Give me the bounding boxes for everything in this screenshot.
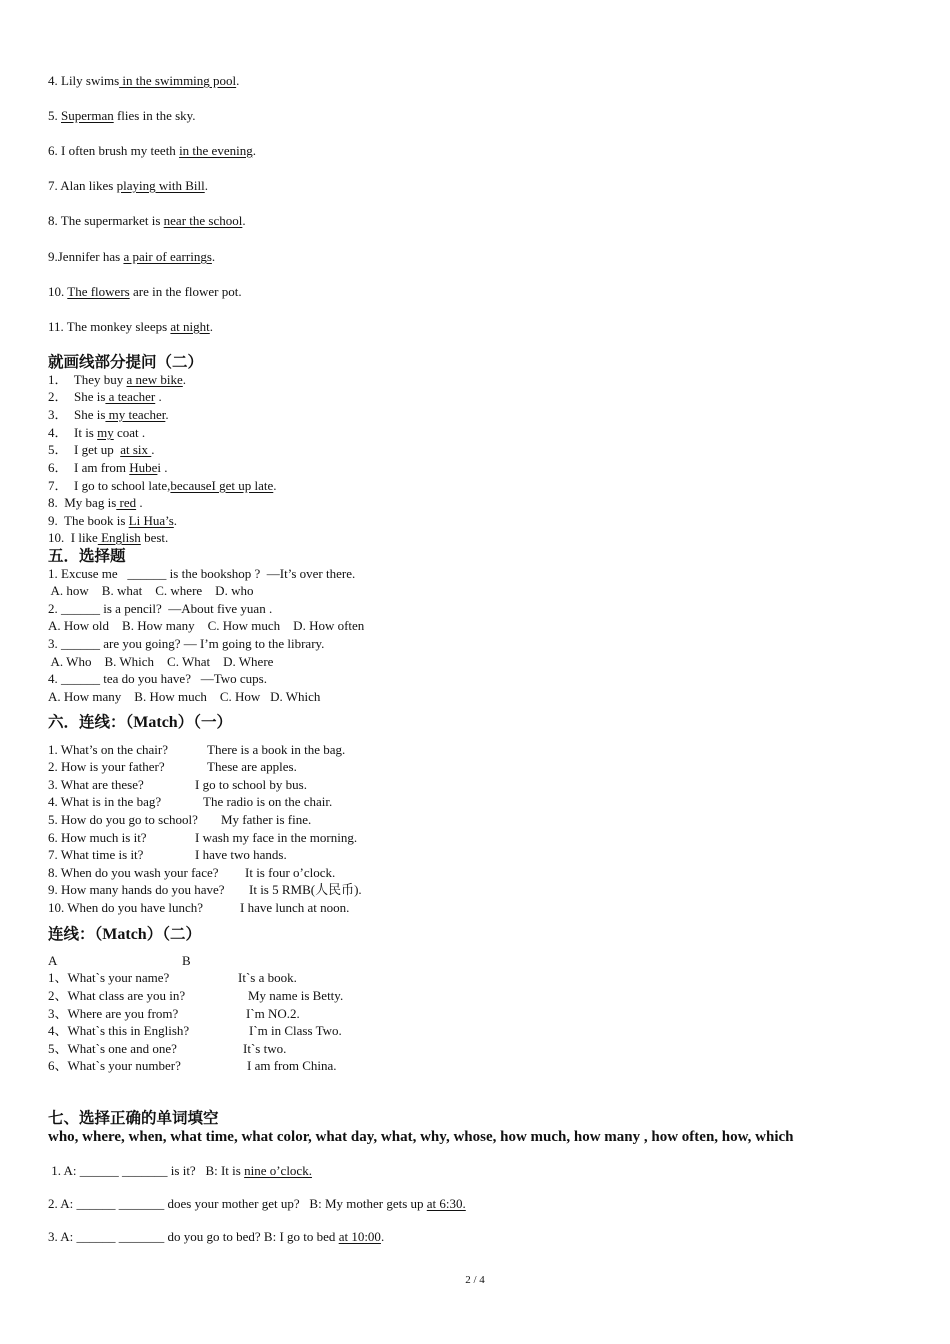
question-line: 9.Jennifer has a pair of earrings. [48, 249, 216, 264]
question-line: 4. Lily swims in the swimming pool. [48, 73, 240, 88]
match-answer: It`s two. [243, 1041, 287, 1056]
match-answer: I have two hands. [195, 847, 287, 862]
choice-line: A. how B. what C. where D. who [48, 583, 254, 598]
match-answer: I wash my face in the morning. [195, 830, 358, 845]
section-title: 连线：（Match）（二） [48, 925, 201, 943]
choice-line: 3. ______ are you going? — I’m going to the library. [48, 636, 325, 651]
choice-line: 2. ______ is a pencil? —About five yuan . [48, 601, 273, 616]
section-title: 七、选择正确的单词填空 [48, 1109, 219, 1127]
choice-line: 1. Excuse me ______ is the bookshop ? —It’s over there. [48, 566, 356, 581]
match-answer: There is a book in the bag. [207, 742, 346, 757]
match-question: 10. When do you have lunch? [48, 900, 203, 915]
page-number: 2 / 4 [465, 1274, 485, 1286]
question-line: 6. I often brush my teeth in the evening. [48, 143, 256, 158]
match-question: 5、What`s one and one? [48, 1041, 177, 1056]
match-answer: It is 5 RMB(人民币). [249, 882, 362, 897]
question-line: 2． She is a teacher . [48, 389, 162, 404]
match-question: 4. What is in the bag? [48, 794, 162, 809]
match-answer: I have lunch at noon. [240, 900, 350, 915]
match-answer: These are apples. [207, 759, 297, 774]
choice-line: 4. ______ tea do you have? —Two cups. [48, 671, 267, 686]
match-answer: I`m in Class Two. [249, 1023, 342, 1038]
question-line: 8. My bag is red . [48, 495, 143, 510]
match-answer: My name is Betty. [248, 988, 344, 1003]
match-answer: It`s a book. [238, 970, 297, 985]
match-answer: I am from China. [247, 1058, 337, 1073]
question-line: 3． She is my teacher. [48, 407, 169, 422]
match-answer: It is four o’clock. [245, 865, 336, 880]
match-question: 6. How much is it? [48, 830, 147, 845]
question-line: 8. The supermarket is near the school. [48, 213, 246, 228]
match-question: 8. When do you wash your face? [48, 865, 219, 880]
word-bank: who, where, when, what time, what color, what day, what, why, whose, how much, how many , how often, how, which [48, 1129, 794, 1145]
fill-in-line: 1. A: ______ _______ is it? B: It is nine o’clock. [48, 1163, 312, 1178]
match-question: 2、What class are you in? [48, 988, 186, 1003]
question-line: 7． I go to school late,becauseI get up late. [48, 478, 277, 493]
match-answer: My father is fine. [221, 812, 312, 827]
section-title: 就画线部分提问（二） [48, 353, 204, 371]
question-line: 4． It is my coat . [48, 425, 146, 440]
section-title: 六．连线：（Match）（一） [48, 713, 232, 731]
question-line: 1． They buy a new bike. [48, 372, 187, 387]
match-question: 6、What`s your number? [48, 1058, 181, 1073]
choice-line: A. How many B. How much C. How D. Which [48, 689, 321, 704]
question-line: 9. The book is Li Hua’s. [48, 513, 178, 528]
match-question: 9. How many hands do you have? [48, 882, 225, 897]
question-line: 10. I like English best. [48, 530, 169, 545]
choice-line: A. Who B. Which C. What D. Where [48, 654, 274, 669]
question-line: 7. Alan likes playing with Bill. [48, 178, 208, 193]
match-answer: I`m NO.2. [246, 1006, 300, 1021]
choice-line: A. How old B. How many C. How much D. How often [48, 618, 365, 633]
question-line: 5. Superman flies in the sky. [48, 108, 196, 123]
match-question: 4、What`s this in English? [48, 1023, 190, 1038]
match-question: 3. What are these? [48, 777, 144, 792]
question-line: 6． I am from Hubei . [48, 460, 168, 475]
match-question: 1. What’s on the chair? [48, 742, 168, 757]
match-question: 1、What`s your name? [48, 970, 170, 985]
match-question: 3、Where are you from? [48, 1006, 179, 1021]
question-line: 10. The flowers are in the flower pot. [48, 284, 242, 299]
question-line: 11. The monkey sleeps at night. [48, 319, 214, 334]
match-question: 5. How do you go to school? [48, 812, 198, 827]
match-question: 7. What time is it? [48, 847, 144, 862]
match-question: 2. How is your father? [48, 759, 165, 774]
column-b-label: B [182, 953, 191, 968]
match-answer: The radio is on the chair. [203, 794, 333, 809]
column-a-label: A [48, 953, 58, 968]
question-line: 5． I get up at six . [48, 442, 155, 457]
section-title: 五．选择题 [48, 547, 126, 565]
match-answer: I go to school by bus. [195, 777, 307, 792]
fill-in-line: 2. A: ______ _______ does your mother get up? B: My mother gets up at 6:30. [48, 1196, 466, 1211]
fill-in-line: 3. A: ______ _______ do you go to bed? B: I go to bed at 10:00. [48, 1229, 385, 1244]
